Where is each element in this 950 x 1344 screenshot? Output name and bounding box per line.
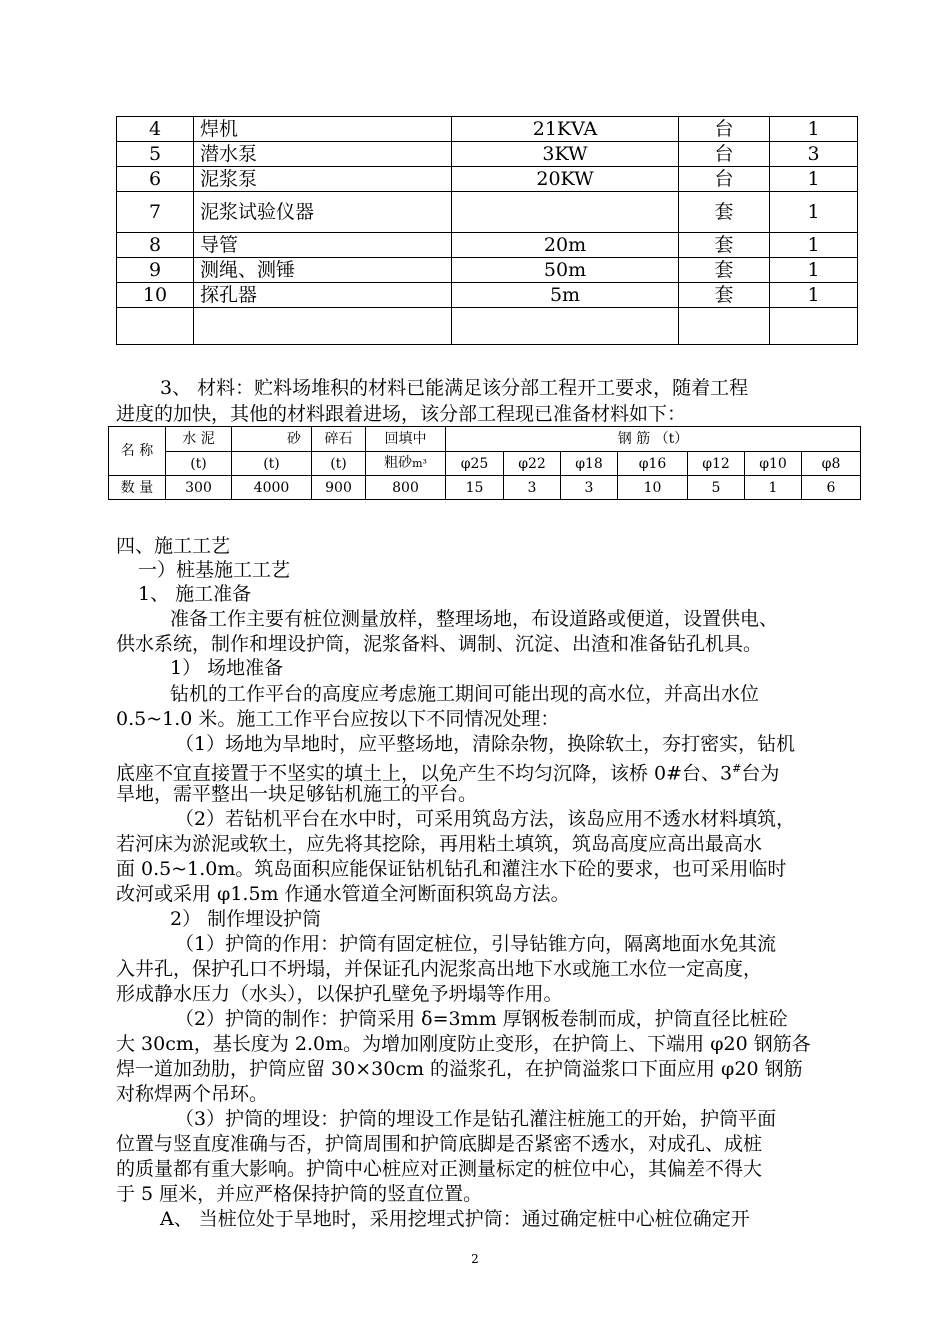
equip-unit: 套 bbox=[679, 192, 770, 233]
steel-size: φ8 bbox=[802, 452, 861, 476]
mat-value: 800 bbox=[366, 476, 446, 500]
steel-size: φ12 bbox=[688, 452, 745, 476]
equip-spec: 3KW bbox=[452, 142, 679, 167]
equip-spec bbox=[452, 192, 679, 233]
bury-line-2: 位置与竖直度准确与否，护筒周围和护筒底脚是否紧密不透水，对成孔、成桩 bbox=[116, 1133, 763, 1155]
mat-value: 1 bbox=[745, 476, 802, 500]
equip-unit: 套 bbox=[679, 283, 770, 308]
equip-unit: 台 bbox=[679, 117, 770, 142]
equip-name: 测绳、测锤 bbox=[194, 258, 452, 283]
equip-qty: 1 bbox=[770, 167, 858, 192]
water-line-2: 若河床为淤泥或软土，应先将其挖除，再用粘土填筑，筑岛高度应高出最高水 bbox=[116, 833, 763, 855]
equip-unit: 套 bbox=[679, 258, 770, 283]
make-line-3: 焊一道加劲肋，护筒应留 30×30cm 的溢浆孔，在护筒溢浆口下面应用 φ20 钢筋 bbox=[116, 1058, 803, 1080]
water-line-4: 改河或采用 φ1.5m 作通水管道全河断面积筑岛方法。 bbox=[116, 883, 570, 905]
materials-intro-line-1: 3、 材料：贮料场堆积的材料已能满足该分部工程开工要求，随着工程 bbox=[160, 377, 749, 399]
mat-value: 4000 bbox=[232, 476, 312, 500]
mat-value: 5 bbox=[688, 476, 745, 500]
mat-sand-unit: (t) bbox=[232, 452, 312, 476]
mat-value: 300 bbox=[166, 476, 232, 500]
equip-qty: 1 bbox=[770, 117, 858, 142]
dry-line-2-sup: # bbox=[732, 762, 742, 775]
water-line-1: （2）若钻机平台在水中时，可采用筑岛方法，该岛应用不透水材料填筑， bbox=[175, 808, 796, 830]
equip-qty: 1 bbox=[770, 283, 858, 308]
site-line-1: 钻机的工作平台的高度应考虑施工期间可能出现的高水位，并高出水位 bbox=[170, 683, 760, 705]
equip-no: 4 bbox=[117, 117, 194, 142]
equip-qty: 1 bbox=[770, 233, 858, 258]
equip-name: 潜水泵 bbox=[194, 142, 452, 167]
steel-size: φ22 bbox=[504, 452, 561, 476]
mat-backfill-label: 粗砂 bbox=[384, 455, 413, 471]
dry-line-3: 旱地，需平整出一块足够钻机施工的平台。 bbox=[116, 783, 478, 805]
equip-no: 9 bbox=[117, 258, 194, 283]
make-line-4: 对称焊两个吊环。 bbox=[116, 1083, 269, 1105]
mat-value: 3 bbox=[561, 476, 618, 500]
site-line-2: 0.5~1.0 米。施工工作平台应按以下不同情况处理： bbox=[116, 708, 560, 730]
empty-cell bbox=[452, 308, 679, 345]
equipment-table-body bbox=[117, 117, 858, 345]
steel-size: φ16 bbox=[618, 452, 688, 476]
steel-size: φ25 bbox=[446, 452, 504, 476]
table-header-row bbox=[109, 427, 861, 452]
mat-sand-header: 砂 bbox=[232, 427, 312, 452]
dry-line-1: （1）场地为旱地时，应平整场地，清除杂物，换除软土，夯打密实，钻机 bbox=[175, 733, 796, 755]
equip-spec: 5m bbox=[452, 283, 679, 308]
equip-no: 10 bbox=[117, 283, 194, 308]
mat-backfill-unit bbox=[366, 452, 446, 476]
equip-no: 8 bbox=[117, 233, 194, 258]
mat-cement-unit: (t) bbox=[166, 452, 232, 476]
table-row bbox=[117, 283, 858, 308]
table-header-row bbox=[109, 452, 861, 476]
empty-cell bbox=[679, 308, 770, 345]
equip-spec: 20m bbox=[452, 233, 679, 258]
empty-cell bbox=[770, 308, 858, 345]
equip-no: 5 bbox=[117, 142, 194, 167]
table-row bbox=[117, 142, 858, 167]
make-line-2: 大 30cm，基长度为 2.0m。为增加刚度防止变形，在护筒上、下端用 φ20 钢筋各 bbox=[116, 1033, 811, 1055]
equip-unit: 套 bbox=[679, 233, 770, 258]
equip-qty: 1 bbox=[770, 258, 858, 283]
equip-qty: 1 bbox=[770, 192, 858, 233]
role-line-3: 形成静水压力（水头），以保护孔壁免予坍塌等作用。 bbox=[116, 983, 563, 1005]
mat-steel-header: 钢 筋 （t） bbox=[446, 427, 861, 452]
equipment-table bbox=[116, 116, 858, 345]
role-line-2: 入井孔，保护孔口不坍塌，并保证孔内泥浆高出地下水或施工水位一定高度， bbox=[116, 958, 763, 980]
sub-heading-site: 1） 场地准备 bbox=[170, 657, 284, 679]
make-line-1: （2）护筒的制作：护筒采用 δ=3mm 厚钢板卷制而成，护筒直径比桩砼 bbox=[175, 1008, 788, 1030]
table-row bbox=[117, 233, 858, 258]
mat-gravel-header: 碎石 bbox=[312, 427, 366, 452]
prep-line-1: 准备工作主要有桩位测量放样，整理场地，布设道路或便道，设置供电、 bbox=[170, 608, 779, 630]
section-heading: 四、施工工艺 bbox=[116, 535, 231, 557]
prep-line-2: 供水系统，制作和埋设护筒，泥浆备料、调制、沉淀、出渣和准备钻孔机具。 bbox=[116, 633, 763, 655]
mat-qty-label: 数 量 bbox=[109, 476, 166, 500]
equip-name: 导管 bbox=[194, 233, 452, 258]
equip-unit: 台 bbox=[679, 167, 770, 192]
dry-line-2-end: 台为 bbox=[741, 762, 780, 785]
mat-value: 15 bbox=[446, 476, 504, 500]
table-row bbox=[109, 476, 861, 500]
bury-line-4: 于 5 厘米，并应严格保持护筒的竖直位置。 bbox=[116, 1183, 483, 1205]
equip-no: 7 bbox=[117, 192, 194, 233]
mat-value: 6 bbox=[802, 476, 861, 500]
subsection-heading: 一）桩基施工工艺 bbox=[138, 559, 291, 581]
equip-name: 泥浆泵 bbox=[194, 167, 452, 192]
empty-cell bbox=[194, 308, 452, 345]
mat-value: 10 bbox=[618, 476, 688, 500]
mat-backfill-m3: m³ bbox=[412, 457, 427, 470]
mat-value: 3 bbox=[504, 476, 561, 500]
mat-backfill-header: 回填中 bbox=[366, 427, 446, 452]
water-line-3: 面 0.5~1.0m。筑岛面积应能保证钻机钻孔和灌注水下砼的要求，也可采用临时 bbox=[116, 858, 787, 880]
equip-spec: 21KVA bbox=[452, 117, 679, 142]
a-line-1: A、 当桩位处于旱地时，采用挖埋式护筒：通过确定桩中心桩位确定开 bbox=[160, 1208, 750, 1230]
bury-line-1: （3）护筒的埋设：护筒的埋设工作是钻孔灌注桩施工的开始，护筒平面 bbox=[175, 1108, 777, 1130]
equip-name: 泥浆试验仪器 bbox=[194, 192, 452, 233]
material-table bbox=[108, 426, 861, 500]
materials-intro-line-2: 进度的加快，其他的材料跟着进场，该分部工程现已准备材料如下： bbox=[116, 403, 687, 425]
equip-name: 焊机 bbox=[194, 117, 452, 142]
page-number: 2 bbox=[471, 1252, 479, 1266]
table-row-empty bbox=[117, 308, 858, 345]
equip-spec: 20KW bbox=[452, 167, 679, 192]
table-row bbox=[117, 167, 858, 192]
table-row bbox=[117, 192, 858, 233]
bury-line-3: 的质量都有重大影响。护筒中心桩应对正测量标定的桩位中心，其偏差不得大 bbox=[116, 1158, 763, 1180]
sub-heading-casing: 2） 制作埋设护筒 bbox=[170, 908, 322, 930]
equip-spec: 50m bbox=[452, 258, 679, 283]
mat-value: 900 bbox=[312, 476, 366, 500]
table-row bbox=[117, 258, 858, 283]
steel-size: φ10 bbox=[745, 452, 802, 476]
mat-gravel-unit: (t) bbox=[312, 452, 366, 476]
item-heading: 1、 施工准备 bbox=[138, 583, 252, 605]
equip-no: 6 bbox=[117, 167, 194, 192]
empty-cell bbox=[117, 308, 194, 345]
equip-name: 探孔器 bbox=[194, 283, 452, 308]
steel-size: φ18 bbox=[561, 452, 618, 476]
dry-line-2-text: 底座不宜直接置于不坚实的填土上，以免产生不均匀沉降，该桥 0#台、3 bbox=[116, 762, 733, 785]
equip-qty: 3 bbox=[770, 142, 858, 167]
mat-name-header: 名 称 bbox=[109, 427, 166, 476]
role-line-1: （1）护筒的作用：护筒有固定桩位，引导钻锥方向，隔离地面水免其流 bbox=[175, 933, 777, 955]
mat-cement-header: 水 泥 bbox=[166, 427, 232, 452]
equip-unit: 台 bbox=[679, 142, 770, 167]
table-row bbox=[117, 117, 858, 142]
